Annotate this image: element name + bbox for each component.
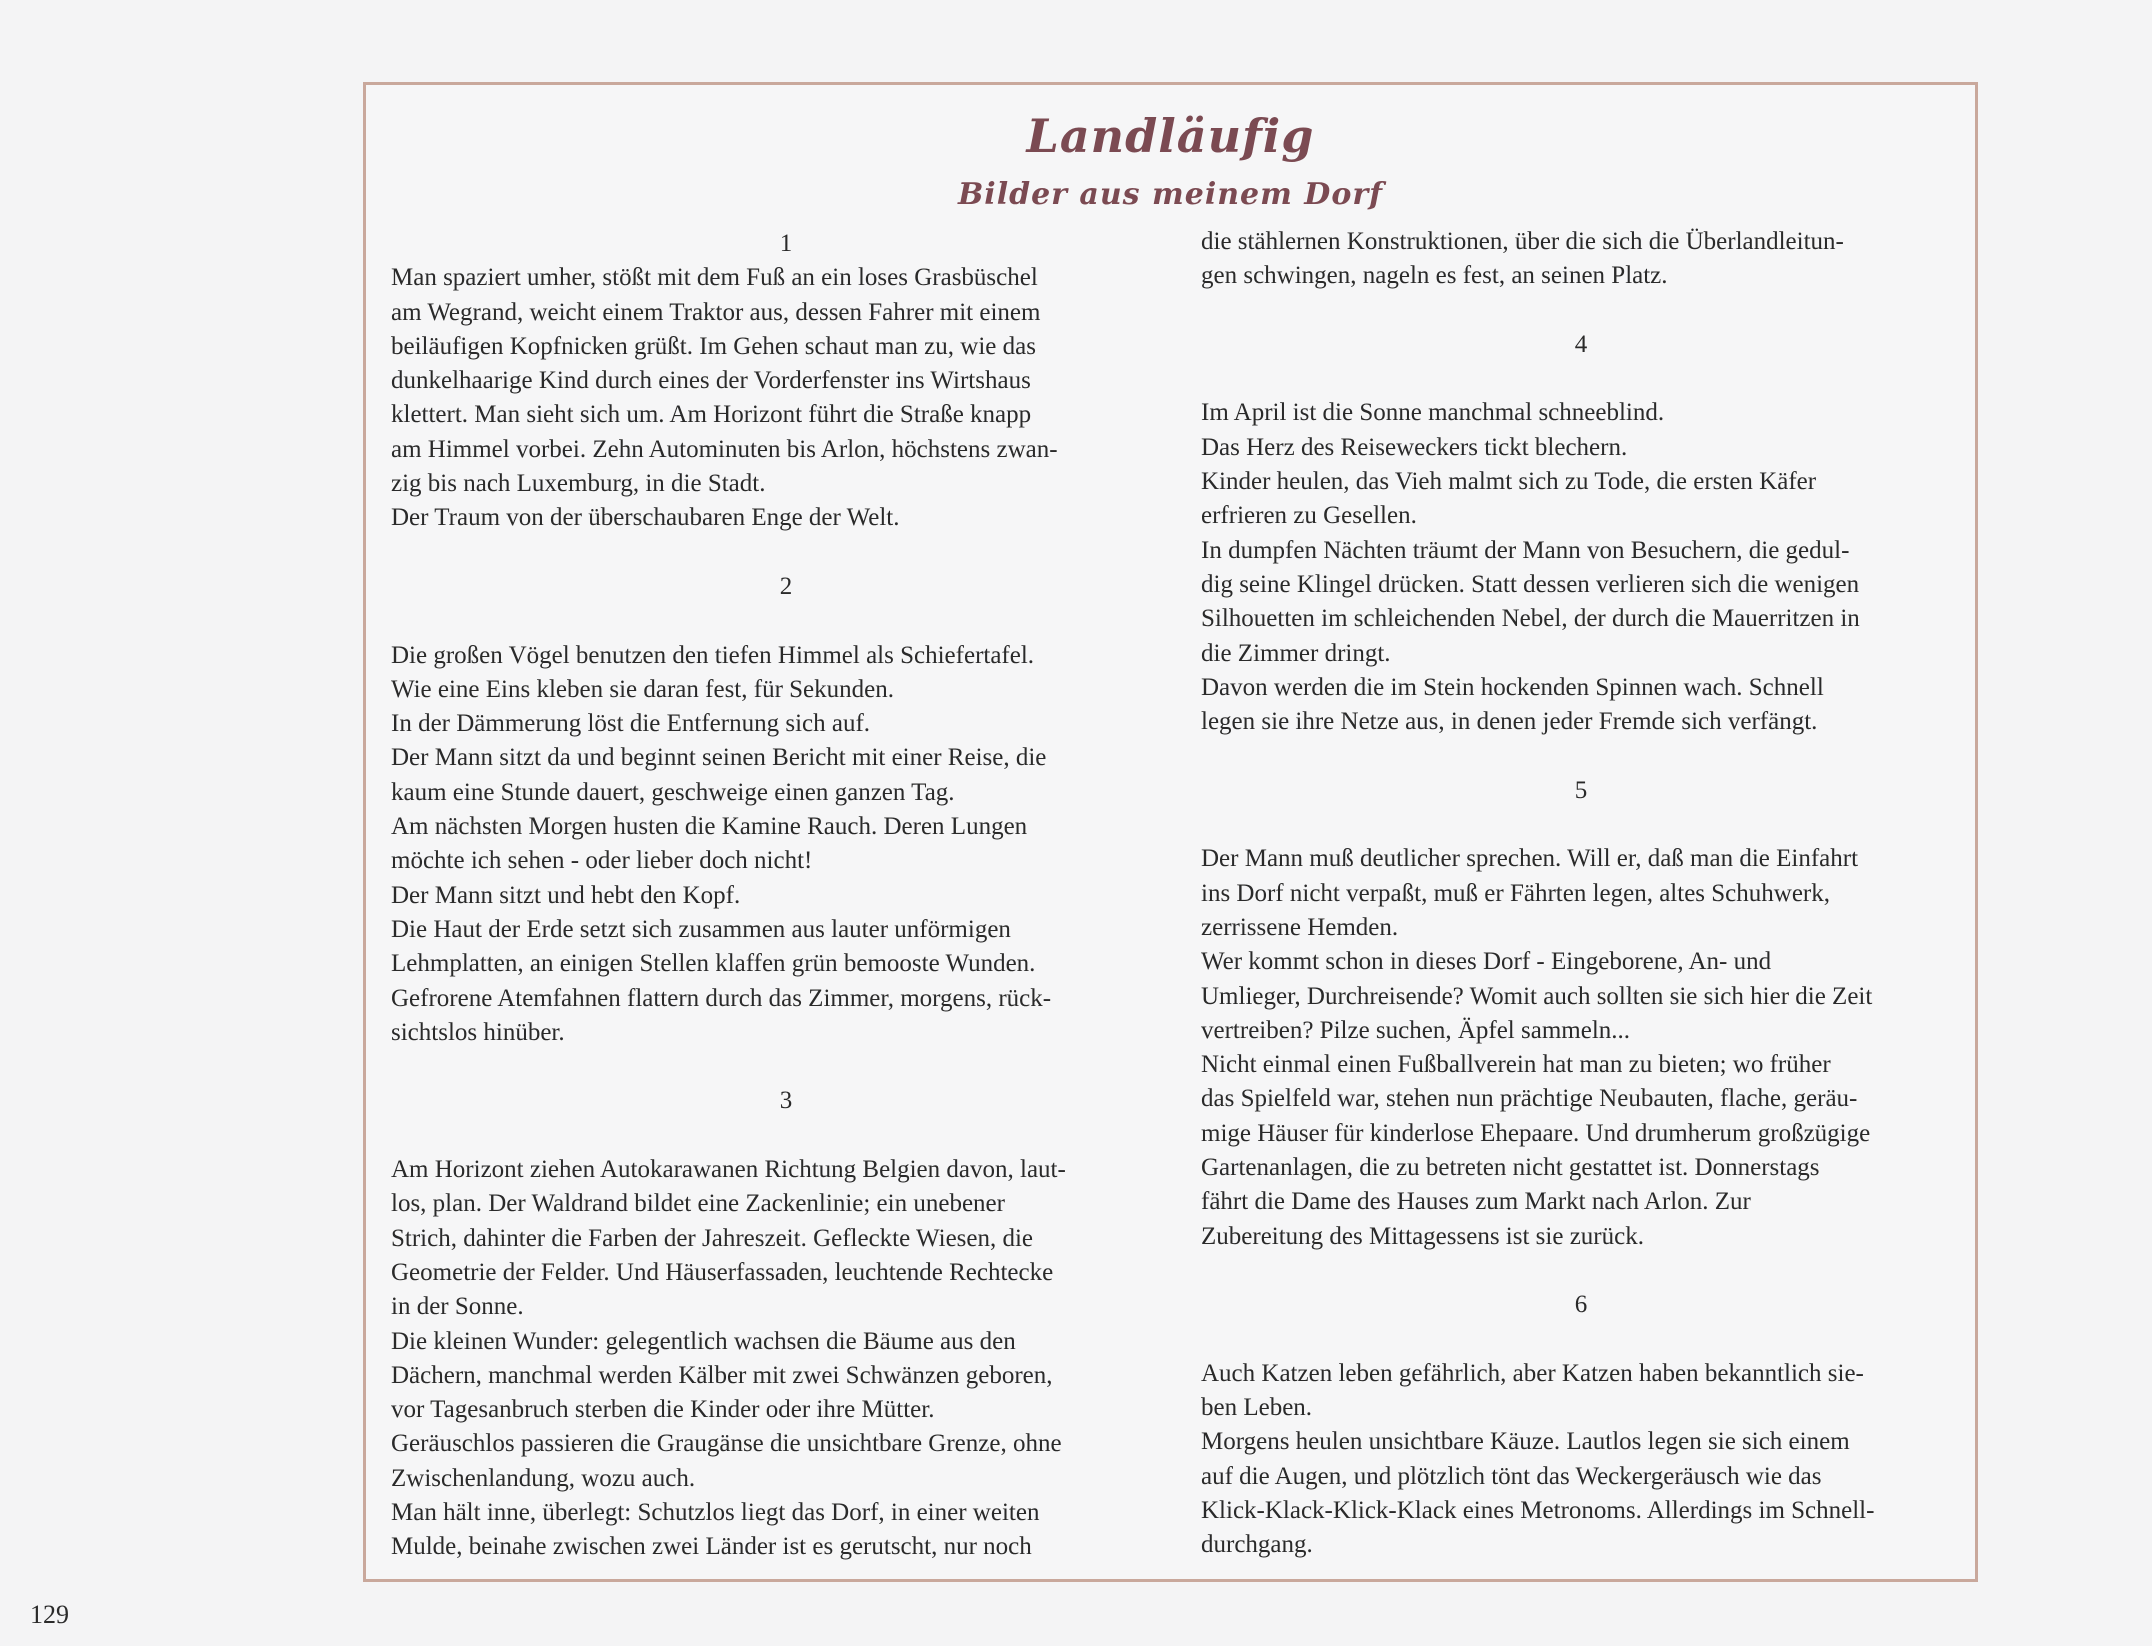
text-line: Wie eine Eins kleben sie daran fest, für Sekunden. <box>391 675 894 703</box>
text-line: Morgens heulen unsichtbare Käuze. Lautlos legen sie sich einem <box>1201 1428 1850 1456</box>
text-line: beiläufigen Kopfnicken grüßt. Im Gehen schaut man zu, wie das <box>391 332 1036 360</box>
section-number: 1 <box>779 230 793 257</box>
text-line: klettert. Man sieht sich um. Am Horizont führt die Straße knapp <box>391 401 1032 429</box>
section-number: 2 <box>779 572 793 600</box>
section-gap <box>391 1119 1181 1153</box>
text-line: am Himmel vorbei. Zehn Autominuten bis Arlon, höchstens zwan- <box>391 435 1058 463</box>
text-line: vor Tagesanbruch sterben die Kinder oder ihre Mütter. <box>391 1396 935 1424</box>
text-line: Strich, dahinter die Farben der Jahreszeit. Gefleckte Wiesen, die <box>391 1224 1034 1252</box>
text-line: zerrissene Hemden. <box>1201 913 1399 941</box>
text-line: fährt die Dame des Hauses zum Markt nach Arlon. Zur <box>1201 1188 1751 1216</box>
text-line: Man hält inne, überlegt: Schutzlos liegt das Dorf, in einer weiten <box>391 1498 1040 1526</box>
text-line: mige Häuser für kinderlose Ehepaare. Und drumherum großzügige <box>1201 1119 1871 1147</box>
text-line: Nicht einmal einen Fußballverein hat man zu bieten; wo früher <box>1201 1051 1831 1079</box>
text-line: Zubereitung des Mittagessens ist sie zurück. <box>1201 1222 1644 1250</box>
text-line: Am nächsten Morgen husten die Kamine Rauch. Deren Lungen <box>391 813 1028 841</box>
text-line: dig seine Klingel drücken. Statt dessen verlieren sich die wenigen <box>1201 570 1860 598</box>
text-frame <box>363 82 1978 1582</box>
text-line: Der Mann muß deutlicher sprechen. Will er, daß man die Einfahrt <box>1201 845 1859 873</box>
text-line: Der Mann sitzt und hebt den Kopf. <box>391 881 741 909</box>
section-number: 6 <box>1574 1291 1588 1319</box>
text-line: gen schwingen, nageln es fest, an seinen Platz. <box>1201 262 1668 290</box>
text-line: in der Sonne. <box>391 1293 524 1321</box>
text-line: Auch Katzen leben gefährlich, aber Katzen haben bekanntlich sie- <box>1201 1359 1864 1387</box>
page-title: Landläufig <box>1026 109 1315 163</box>
section-number: 5 <box>1574 776 1588 804</box>
text-line: Die Haut der Erde setzt sich zusammen aus lauter unförmigen <box>391 915 1011 943</box>
text-line: Umlieger, Durchreisende? Womit auch sollten sie sich hier die Zeit <box>1201 982 1873 1010</box>
text-line: das Spielfeld war, stehen nun prächtige Neubauten, flache, geräu- <box>1201 1085 1858 1113</box>
text-line: am Wegrand, weicht einem Traktor aus, dessen Fahrer mit einem <box>391 298 1041 326</box>
text-line: möchte ich sehen - oder lieber doch nicht! <box>391 847 813 875</box>
text-line: Gartenanlagen, die zu betreten nicht gestattet ist. Donnerstags <box>1201 1154 1820 1182</box>
text-line: Wer kommt schon in dieses Dorf - Eingeborene, An- und <box>1201 948 1772 976</box>
section-gap <box>1201 1254 1961 1288</box>
text-line: legen sie ihre Netze aus, in denen jeder Fremde sich verfängt. <box>1201 708 1818 736</box>
section-gap <box>391 1050 1181 1084</box>
text-line: Dächern, manchmal werden Kälber mit zwei Schwänzen geboren, <box>391 1361 1053 1389</box>
text-line: Geometrie der Felder. Und Häuserfassaden, leuchtende Rechtecke <box>391 1258 1054 1286</box>
text-line: Gefrorene Atemfahnen flattern durch das Zimmer, morgens, rück- <box>391 984 1052 1012</box>
text-line: Lehmplatten, an einigen Stellen klaffen grün bemooste Wunden. <box>391 950 1036 978</box>
section-number: 4 <box>1574 330 1588 358</box>
text-line: los, plan. Der Waldrand bildet eine Zackenlinie; ein unebener <box>391 1190 1005 1218</box>
text-line: Der Traum von der überschaubaren Enge der Welt. <box>391 504 900 532</box>
text-line: die stählernen Konstruktionen, über die sich die Überlandleitun- <box>1201 228 1844 255</box>
text-line: durchgang. <box>1201 1531 1313 1559</box>
text-line: Davon werden die im Stein hockenden Spinnen wach. Schnell <box>1201 673 1824 701</box>
text-line: erfrieren zu Gesellen. <box>1201 502 1417 530</box>
section-gap <box>1201 739 1961 773</box>
left-column <box>391 227 1181 1565</box>
page-number: 129 <box>30 1600 69 1629</box>
section-gap <box>1201 362 1961 396</box>
section-gap <box>1201 1323 1961 1357</box>
section-gap <box>1201 294 1961 328</box>
right-column <box>1201 225 1961 1563</box>
text-line: Zwischenlandung, wozu auch. <box>391 1464 696 1492</box>
page-subtitle: Bilder aus meinem Dorf <box>957 177 1384 212</box>
text-line: Die großen Vögel benutzen den tiefen Himmel als Schiefertafel. <box>391 641 1035 669</box>
section-number: 3 <box>779 1087 793 1115</box>
text-line: ins Dorf nicht verpaßt, muß er Fährten legen, altes Schuhwerk, <box>1201 879 1830 907</box>
text-line: Das Herz des Reiseweckers tickt blechern. <box>1201 433 1628 461</box>
text-line: die Zimmer dringt. <box>1201 639 1391 667</box>
text-line: Silhouetten im schleichenden Nebel, der durch die Mauerritzen in <box>1201 605 1860 633</box>
text-line: dunkelhaarige Kind durch eines der Vorderfenster ins Wirtshaus <box>391 367 1031 395</box>
text-line: In der Dämmerung löst die Entfernung sich auf. <box>391 710 871 738</box>
text-line: Mulde, beinahe zwischen zwei Länder ist es gerutscht, nur noch <box>391 1533 1032 1561</box>
text-line: sichtslos hinüber. <box>391 1018 565 1046</box>
text-line: ben Leben. <box>1201 1394 1313 1422</box>
text-line: Die kleinen Wunder: gelegentlich wachsen die Bäume aus den <box>391 1327 1016 1355</box>
text-line: In dumpfen Nächten träumt der Mann von Besuchern, die gedul- <box>1201 536 1850 564</box>
text-line: zig bis nach Luxemburg, in die Stadt. <box>391 470 766 498</box>
text-line: auf die Augen, und plötzlich tönt das Weckergeräusch wie das <box>1201 1462 1822 1490</box>
text-line: Im April ist die Sonne manchmal schneeblind. <box>1201 399 1665 427</box>
section-gap <box>391 536 1181 570</box>
section-gap <box>391 604 1181 638</box>
text-line: Klick-Klack-Klick-Klack eines Metronoms. Allerdings im Schnell- <box>1201 1496 1875 1524</box>
text-line: Kinder heulen, das Vieh malmt sich zu Tode, die ersten Käfer <box>1201 468 1817 496</box>
text-line: Der Mann sitzt da und beginnt seinen Bericht mit einer Reise, die <box>391 744 1047 772</box>
text-line: kaum eine Stunde dauert, geschweige einen ganzen Tag. <box>391 778 955 806</box>
text-line: Geräuschlos passieren die Graugänse die unsichtbare Grenze, ohne <box>391 1430 1062 1458</box>
text-line: Am Horizont ziehen Autokarawanen Richtung Belgien davon, laut- <box>391 1156 1066 1184</box>
section-gap <box>1201 808 1961 842</box>
text-line: vertreiben? Pilze suchen, Äpfel sammeln... <box>1201 1016 1631 1044</box>
text-line: Man spaziert umher, stößt mit dem Fuß an ein loses Grasbüschel <box>391 264 1038 292</box>
